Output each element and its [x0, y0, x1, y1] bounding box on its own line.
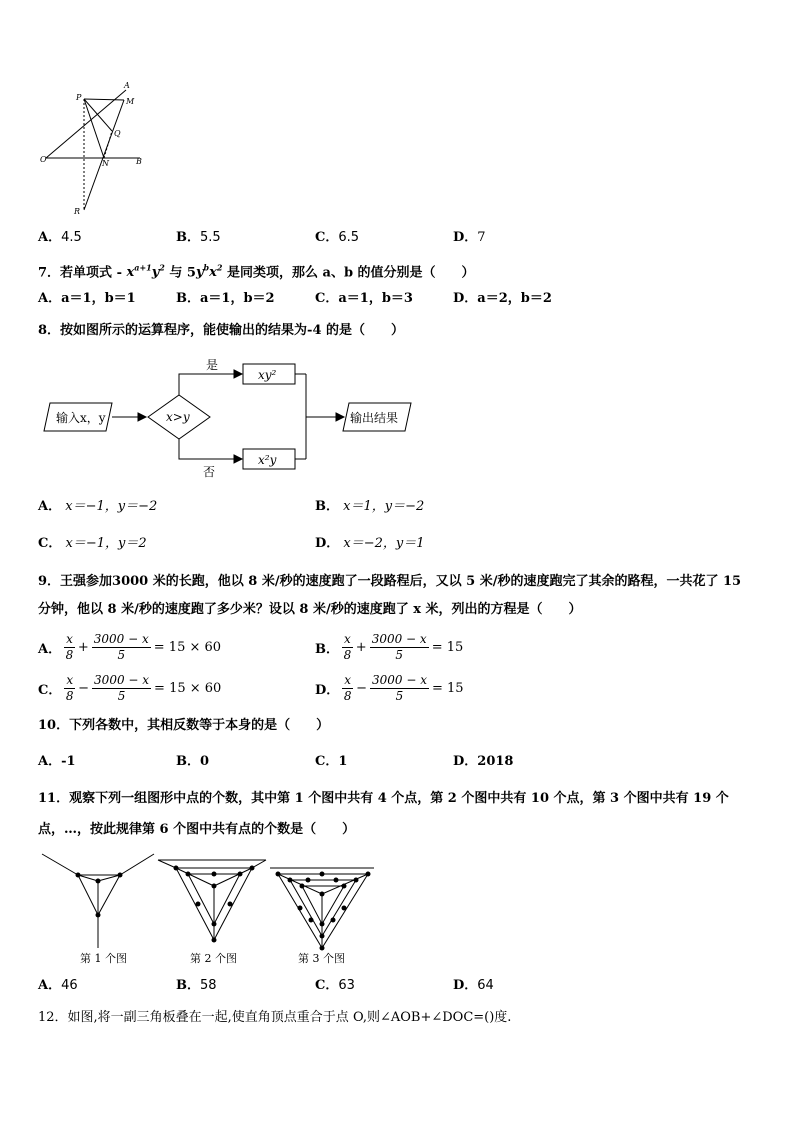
q7-option-d[interactable]: D．a＝2，b＝2	[453, 291, 552, 306]
fig1-caption: 第 1 个图	[80, 952, 127, 965]
q11-stem-line2: 点，…，按此规律第 6 个图中共有点的个数是（ ）	[38, 822, 356, 837]
label-M: M	[126, 97, 135, 106]
flow-condition-text: x>y	[166, 410, 190, 424]
q8-option-d[interactable]: D． x＝−2，y＝1	[315, 536, 425, 551]
q7-stem: 7．若单项式 - $x^{a+1}y^2$ 与 $5y^bx^2$ 是同类项，那么 a、b 的值分别是（ ）	[38, 263, 475, 281]
q9-option-d[interactable]: D． $\frac{x}{8}$ − $\frac{3000 - x}{5}$ = 15	[315, 673, 464, 703]
q11-option-c[interactable]: C．63	[315, 978, 355, 993]
q9-option-c[interactable]: C． $\frac{x}{8}$ − $\frac{3000 - x}{5}$ = 15 × 60	[38, 673, 222, 703]
q8-option-b[interactable]: B． x＝1，y＝−2	[315, 499, 425, 514]
q9-option-b[interactable]: B． $\frac{x}{8}$ + $\frac{3000 - x}{5}$ = 15	[315, 632, 464, 662]
q8-option-c[interactable]: C． x＝−1，y＝2	[38, 536, 147, 551]
q8-option-a[interactable]: A． x＝−1，y＝−2	[38, 499, 158, 514]
q9-stem-line1: 9．王强参加3000 米的长跑，他以 8 米/秒的速度跑了一段路程后，又以 5 米/秒的速度跑完了其余的路程，一共花了 15	[38, 574, 742, 589]
q10-option-b[interactable]: B．0	[176, 754, 210, 769]
q7-option-b[interactable]: B．a＝1，b＝2	[176, 291, 275, 306]
pattern-figures-q11	[38, 848, 378, 972]
q11-option-a[interactable]: A．46	[38, 978, 78, 993]
label-N: N	[102, 159, 109, 168]
flowchart-q8	[40, 355, 420, 480]
fig3-caption: 第 3 个图	[298, 952, 345, 965]
label-B: B	[136, 157, 142, 166]
q12-stem: 12．如图,将一副三角板叠在一起,使直角顶点重合于点 O,则∠AOB+∠DOC=()度.	[38, 1010, 512, 1025]
label-A: A	[124, 81, 130, 90]
q10-stem: 10．下列各数中，其相反数等于本身的是（ ）	[38, 718, 330, 733]
flow-bottom-box-text: x²y	[258, 453, 277, 467]
q7-option-a[interactable]: A．a＝1，b＝1	[38, 291, 136, 306]
flow-top-box-text: xy²	[258, 368, 277, 382]
q11-option-b[interactable]: B．58	[176, 978, 217, 993]
q10-option-a[interactable]: A．-1	[38, 754, 76, 769]
q11-option-d[interactable]: D．64	[453, 978, 494, 993]
q6-option-a[interactable]: A．4.5	[38, 230, 82, 245]
q8-stem: 8．按如图所示的运算程序，能使输出的结果为-4 的是（ ）	[38, 323, 405, 338]
q9-stem-line2: 分钟，他以 8 米/秒的速度跑了多少米？设以 8 米/秒的速度跑了 x 米，列出的方程是（ ）	[38, 602, 582, 617]
flow-yes-label: 是	[206, 358, 219, 372]
label-Q: Q	[114, 129, 121, 138]
flow-no-label: 否	[203, 465, 216, 479]
flow-output-text: 输出结果	[350, 411, 399, 425]
fig2-caption: 第 2 个图	[190, 952, 237, 965]
flow-input-text: 输入x，y	[56, 411, 106, 425]
q7-option-c[interactable]: C．a＝1，b＝3	[315, 291, 413, 306]
q11-stem-line1: 11．观察下列一组图形中点的个数，其中第 1 个图中共有 4 个点，第 2 个图中共有 10 个点，第 3 个图中共有 19 个	[38, 791, 729, 806]
q6-option-b[interactable]: B．5.5	[176, 230, 221, 245]
label-R: R	[74, 207, 81, 216]
q10-option-d[interactable]: D．2018	[453, 754, 514, 769]
label-P: P	[76, 93, 82, 102]
label-O: O	[40, 155, 47, 164]
q6-option-c[interactable]: C．6.5	[315, 230, 360, 245]
q6-option-d[interactable]: D．7	[453, 230, 486, 245]
q10-option-c[interactable]: C．1	[315, 754, 348, 769]
q9-option-a[interactable]: A． $\frac{x}{8}$ + $\frac{3000 - x}{5}$ = 15 × 60	[38, 632, 222, 662]
geometry-figure-q6	[30, 78, 160, 220]
